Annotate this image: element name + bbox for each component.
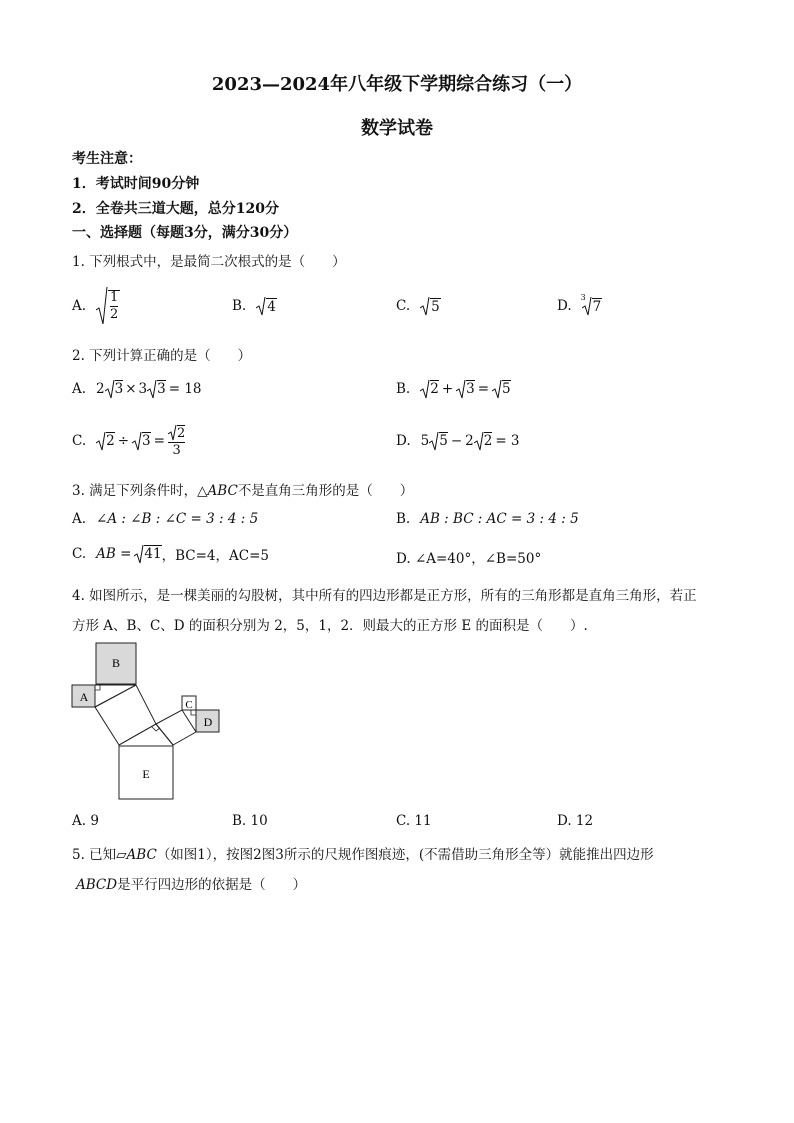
fraction-denominator: 3 [172, 443, 181, 458]
q4-option-d: D. 12 [557, 813, 594, 829]
option-label: D. [396, 433, 411, 449]
q1-option-c [396, 296, 441, 316]
label-c: C [185, 699, 193, 711]
q5-stem-text-rest: （如图1），按图2图3所示的尺规作图痕迹，(不需借助三角形全等）就能推出四边形 [156, 847, 654, 863]
radical-sign-icon [256, 296, 266, 316]
radical-sign-icon [420, 296, 430, 316]
radicand: 4 [267, 299, 276, 315]
q3-option-b [396, 511, 579, 527]
q5-stem-text-end: 是平行四边形的依据是（ ） [117, 877, 307, 893]
radical-sign-icon [456, 379, 466, 399]
option-label: D. [557, 298, 572, 314]
q3-option-b-text: AB : BC : AC = 3 : 4 : 5 [420, 511, 579, 527]
option-label: B. [232, 298, 247, 314]
equals: = [153, 433, 165, 449]
q4-stem-line2: 方形 A、B、C、D 的面积分别为 2，5，1，2．则最大的正方形 E 的面积是（ ）. [72, 618, 588, 634]
fraction-numerator: 1 [110, 290, 119, 305]
radicand: 3 [157, 381, 166, 397]
radical-sign-icon [492, 379, 502, 399]
q3-option-d [396, 547, 541, 567]
option-label: D. [396, 551, 411, 567]
fraction-denominator: 2 [110, 307, 119, 322]
q2-stem: 2. 下列计算正确的是（ ） [72, 348, 252, 364]
q3-option-d-text: ∠A=40°，∠B=50° [414, 551, 542, 567]
radical-sign-icon [96, 286, 108, 326]
radical-sign-icon [96, 431, 106, 451]
q5-parallelogram-symbol: ▱ABC [116, 847, 157, 863]
root-index: 3 [580, 293, 586, 302]
q2-option-b [396, 379, 511, 399]
q2-option-d [396, 431, 520, 451]
q5-quad-name: ABCD [76, 877, 118, 893]
option-label: C. [72, 546, 87, 562]
radical-sign-icon [474, 431, 484, 451]
radical-expression [256, 296, 277, 316]
coefficient: 2 [465, 433, 474, 449]
radical-sign-icon [168, 424, 177, 441]
option-label: B. [396, 381, 411, 397]
radicand: 3 [114, 381, 124, 397]
notice-heading: 考生注意： [72, 151, 142, 167]
option-label: A. [72, 298, 87, 314]
exam-title: 2023—2024年八年级下学期综合练习（一） [211, 74, 583, 95]
q5-stem-line2 [76, 873, 306, 893]
operator: + [441, 381, 454, 397]
q1-option-a [72, 286, 120, 326]
radicand: 2 [430, 381, 439, 397]
section-heading: 一、选择题（每题3分，满分30分） [72, 225, 298, 241]
fraction-numerator: 2 [176, 426, 186, 441]
q3-option-a [72, 511, 258, 527]
pythagoras-tree-figure [70, 640, 230, 805]
label-b: B [111, 656, 121, 670]
q1-option-b [232, 296, 277, 316]
notice-item-2: 2．全卷共三道大题，总分120分 [72, 201, 279, 217]
radicand: 2 [106, 433, 115, 449]
q3-stem-text: 3. 满足下列条件时， [72, 483, 198, 499]
option-label: A. [72, 511, 87, 527]
radical-expression [420, 296, 441, 316]
coefficient: 5 [420, 433, 430, 449]
radical-sign-icon [147, 379, 157, 399]
q2-option-a [72, 379, 202, 399]
radicand: 5 [439, 433, 448, 449]
left-tilted-square [95, 685, 156, 745]
option-label: B. [396, 511, 411, 527]
radical-sign-icon [420, 379, 430, 399]
q5-stem-line1 [72, 843, 654, 863]
label-a: A [79, 690, 89, 704]
operator: × [125, 381, 137, 397]
option-label: C. [396, 298, 411, 314]
exam-subtitle: 数学试卷 [361, 118, 433, 139]
radicand: 5 [502, 381, 511, 397]
radical-sign-icon [132, 431, 142, 451]
result: = 3 [495, 433, 520, 449]
radicand: 2 [483, 433, 493, 449]
radicand: 5 [431, 299, 440, 315]
notice-item-1: 1．考试时间90分钟 [72, 176, 200, 192]
q3-option-c-rest: ，BC=4，AC=5 [161, 548, 269, 564]
operator: ÷ [117, 433, 130, 449]
coefficient: 2 [96, 381, 105, 397]
fraction [168, 424, 185, 458]
label-e: E [142, 767, 150, 781]
right-angle-mark [95, 685, 100, 690]
radicand: 41 [144, 546, 162, 562]
coefficient: 3 [138, 381, 148, 397]
radicand: 3 [142, 433, 151, 449]
radical-sign-icon [134, 544, 144, 564]
label-d: D [203, 715, 213, 729]
q3-stem-text-end: 不是直角三角形的是（ ） [237, 483, 414, 499]
option-label: C. [72, 433, 87, 449]
q3-option-c-lhs: AB = [96, 546, 132, 562]
q1-option-d [557, 293, 602, 316]
q4-option-a: A. 9 [72, 813, 99, 829]
q3-option-a-text: ∠A : ∠B : ∠C = 3 : 4 : 5 [96, 511, 259, 527]
equals: = [477, 381, 490, 397]
right-tilted-square [156, 710, 196, 745]
q1-stem: 1. 下列根式中，是最简二次根式的是（ ） [72, 254, 346, 270]
q2-option-c [72, 421, 185, 461]
option-label: A. [72, 381, 87, 397]
q3-stem [72, 479, 413, 499]
radical-fraction [96, 286, 120, 326]
radicand: 7 [592, 299, 602, 315]
radical-sign-icon [105, 379, 115, 399]
operator: − [450, 433, 463, 449]
q4-stem-line1: 4. 如图所示，是一棵美丽的勾股树，其中所有的四边形都是正方形，所有的三角形都是直角三角形，若正 [72, 588, 697, 604]
radicand: 3 [466, 381, 475, 397]
q4-option-c: C. 11 [396, 813, 432, 829]
q4-option-b: B. 10 [232, 813, 268, 829]
cube-root-expression [580, 293, 603, 316]
result: = 18 [168, 381, 202, 397]
q3-triangle-symbol: △ABC [197, 483, 238, 499]
q5-stem-text: 5. 已知 [72, 847, 117, 863]
q3-option-c [72, 544, 269, 564]
radical-sign-icon [429, 431, 439, 451]
